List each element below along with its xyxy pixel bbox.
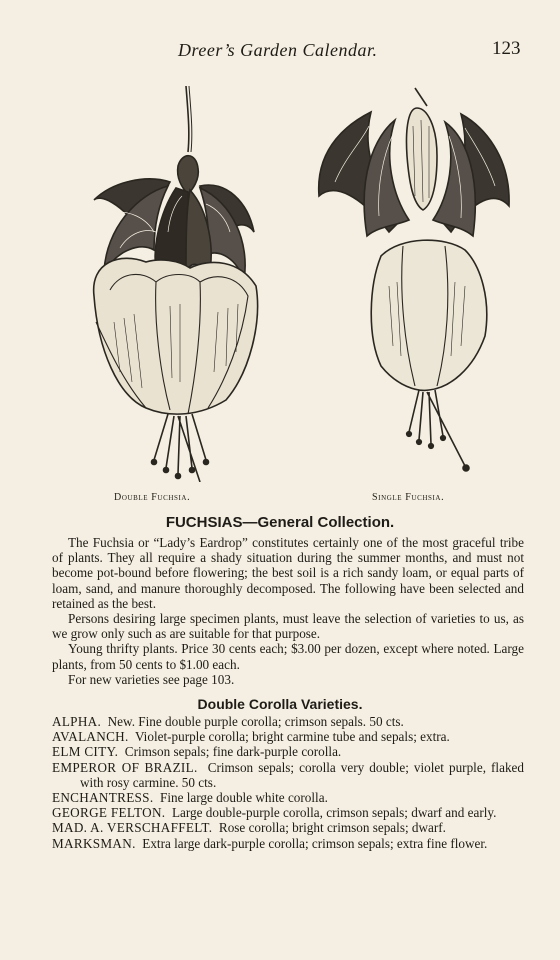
variety-entry — [52, 836, 524, 851]
variety-description: Crimson sepals; corolla very double; violet purple, flaked with rosy carmine. 50 cts. — [80, 759, 524, 790]
variety-entry — [52, 744, 524, 759]
double-fuchsia-illustration — [50, 82, 270, 482]
section-heading: FUCHSIAS—General Collection. — [165, 514, 395, 531]
variety-description: Large double-purple corolla, crimson sepals; dwarf and early. — [171, 805, 497, 821]
intro-text — [52, 535, 524, 687]
variety-list — [52, 714, 524, 851]
variety-entry — [52, 760, 524, 790]
page-number: 123 — [492, 38, 521, 59]
variety-entry — [52, 805, 524, 820]
running-title: Dreer’s Garden Calendar. — [178, 40, 378, 60]
intro-paragraph: The Fuchsia or “Lady’s Eardrop” constitutes certainly one of the most graceful tribe of plants. They all require a shady situation during the summer months, and must not become pot-bound before flowering; the best soil is a rich sandy loam, or equal parts of loam, sand, and manure thoroughly decomposed. The following have been selected and retained as the best. — [52, 535, 524, 611]
single-fuchsia-caption: Single Fuchsia. — [372, 492, 445, 503]
variety-name: MARKSMAN. — [52, 835, 136, 851]
variety-entry — [52, 790, 524, 805]
intro-paragraph: Young thrifty plants. Price 30 cents each; $3.00 per dozen, except where noted. Large plants, from 50 cents to $1.00 each. — [52, 641, 524, 672]
subsection-heading: Double Corolla Varieties. — [197, 696, 363, 712]
variety-name: ALPHA. — [52, 714, 102, 729]
single-fuchsia-illustration — [305, 86, 525, 486]
variety-description: Rose corolla; bright crimson sepals; dwarf. — [218, 820, 446, 836]
running-head — [0, 38, 560, 64]
variety-description: Fine large double white corolla. — [160, 790, 328, 806]
intro-paragraph: Persons desiring large specimen plants, must leave the selection of varieties to us, as we grow only such as are suitable for that purpose. — [52, 611, 524, 642]
variety-name: EMPEROR OF BRAZIL. — [52, 759, 198, 775]
double-fuchsia-caption: Double Fuchsia. — [114, 492, 191, 503]
variety-description: Extra large dark-purple corolla; crimson sepals; extra fine flower. — [142, 835, 488, 851]
variety-entry — [52, 714, 524, 729]
variety-description: Crimson sepals; fine dark-purple corolla. — [124, 744, 342, 760]
variety-entry — [52, 729, 524, 744]
variety-name: MAD. A. VERSCHAFFELT. — [52, 820, 213, 836]
variety-name: ELM CITY. — [52, 744, 119, 760]
variety-name: ENCHANTRESS. — [52, 790, 154, 806]
intro-paragraph: For new varieties see page 103. — [68, 671, 235, 687]
variety-description: New. Fine double purple corolla; crimson sepals. 50 cts. — [107, 714, 404, 729]
variety-entry — [52, 820, 524, 835]
variety-name: AVALANCH. — [52, 729, 129, 745]
variety-name: GEORGE FELTON. — [52, 805, 166, 821]
variety-description: Violet-purple corolla; bright carmine tube and sepals; extra. — [134, 729, 450, 745]
